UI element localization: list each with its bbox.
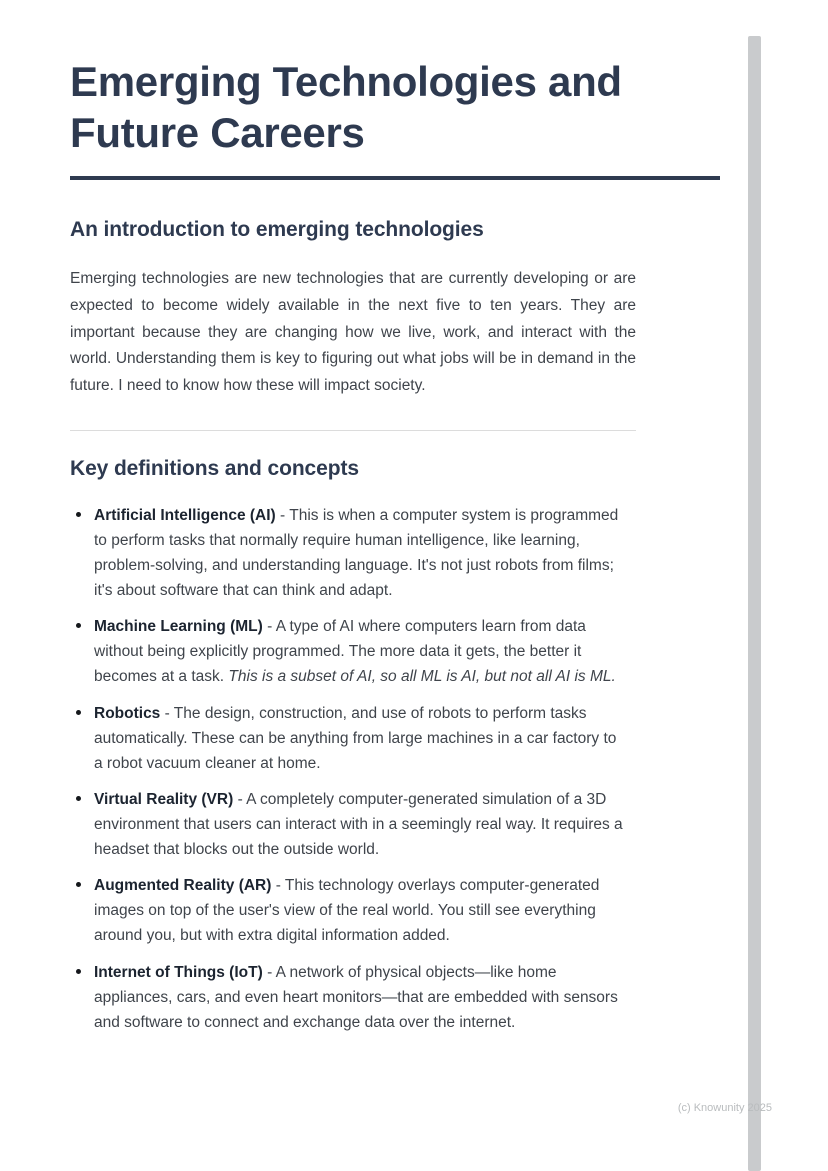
definition-text: - This is when a computer system is programmed to perform tasks that normally require human intelligence, like learning, problem-solving, and understanding language. It's not just robots from films; it's about software that can think and adapt. [94, 506, 619, 600]
term-label: Artificial Intelligence (AI) [94, 506, 276, 524]
footer-credit: (c) Knowunity 2025 [677, 1102, 772, 1114]
definition-text: - A completely computer-generated simulation of a 3D environment that users can interact with in a seemingly real way. It requires a headset that blocks out the outside world. [94, 790, 623, 859]
list-item [70, 873, 626, 948]
definitions-section-heading: Key definitions and concepts [70, 456, 359, 480]
term-label: Internet of Things (IoT) [94, 963, 263, 981]
definition-text: - A type of AI where computers learn from data without being explicitly programmed. The more data it gets, the better it becomes at a task. [94, 618, 586, 686]
list-item [70, 701, 626, 776]
term-label: Machine Learning (ML) [94, 618, 263, 636]
list-item [70, 960, 626, 1035]
definitions-list [70, 503, 626, 1035]
page-title: Emerging Technologies and Future Careers [70, 58, 622, 157]
scrollbar[interactable] [748, 36, 761, 1171]
definition-text: - This technology overlays computer-generated images on top of the user's view of the real world. You still see everything around you, but with extra digital information added. [94, 877, 600, 945]
list-item [70, 503, 626, 603]
section-divider [70, 430, 636, 431]
intro-section-heading: An introduction to emerging technologies [70, 218, 484, 242]
list-item [70, 787, 626, 862]
intro-paragraph: Emerging technologies are new technologies that are currently developing or are expected to become widely available in the next five to ten years. They are important because they are changing how we live, work, and interact with the world. Understanding them is key to figuring out what jobs will be in demand in the future. I need to know how these will impact society. [70, 270, 636, 395]
list-item [70, 614, 626, 689]
definition-text: - The design, construction, and use of robots to perform tasks automatically. These can be anything from large machines in a car factory to a robot vacuum cleaner at home. [94, 704, 617, 772]
definition-note: This is a subset of AI, so all ML is AI, but not all AI is ML. [228, 668, 616, 686]
definition-text: - A network of physical objects—like home appliances, cars, and even heart monitors—that are embedded with sensors and software to connect and exchange data over the internet. [94, 963, 618, 1031]
page-content [70, 56, 730, 1046]
term-label: Robotics [94, 704, 161, 722]
term-label: Virtual Reality (VR) [94, 790, 234, 808]
title-rule [70, 176, 720, 180]
term-label: Augmented Reality (AR) [94, 877, 272, 895]
